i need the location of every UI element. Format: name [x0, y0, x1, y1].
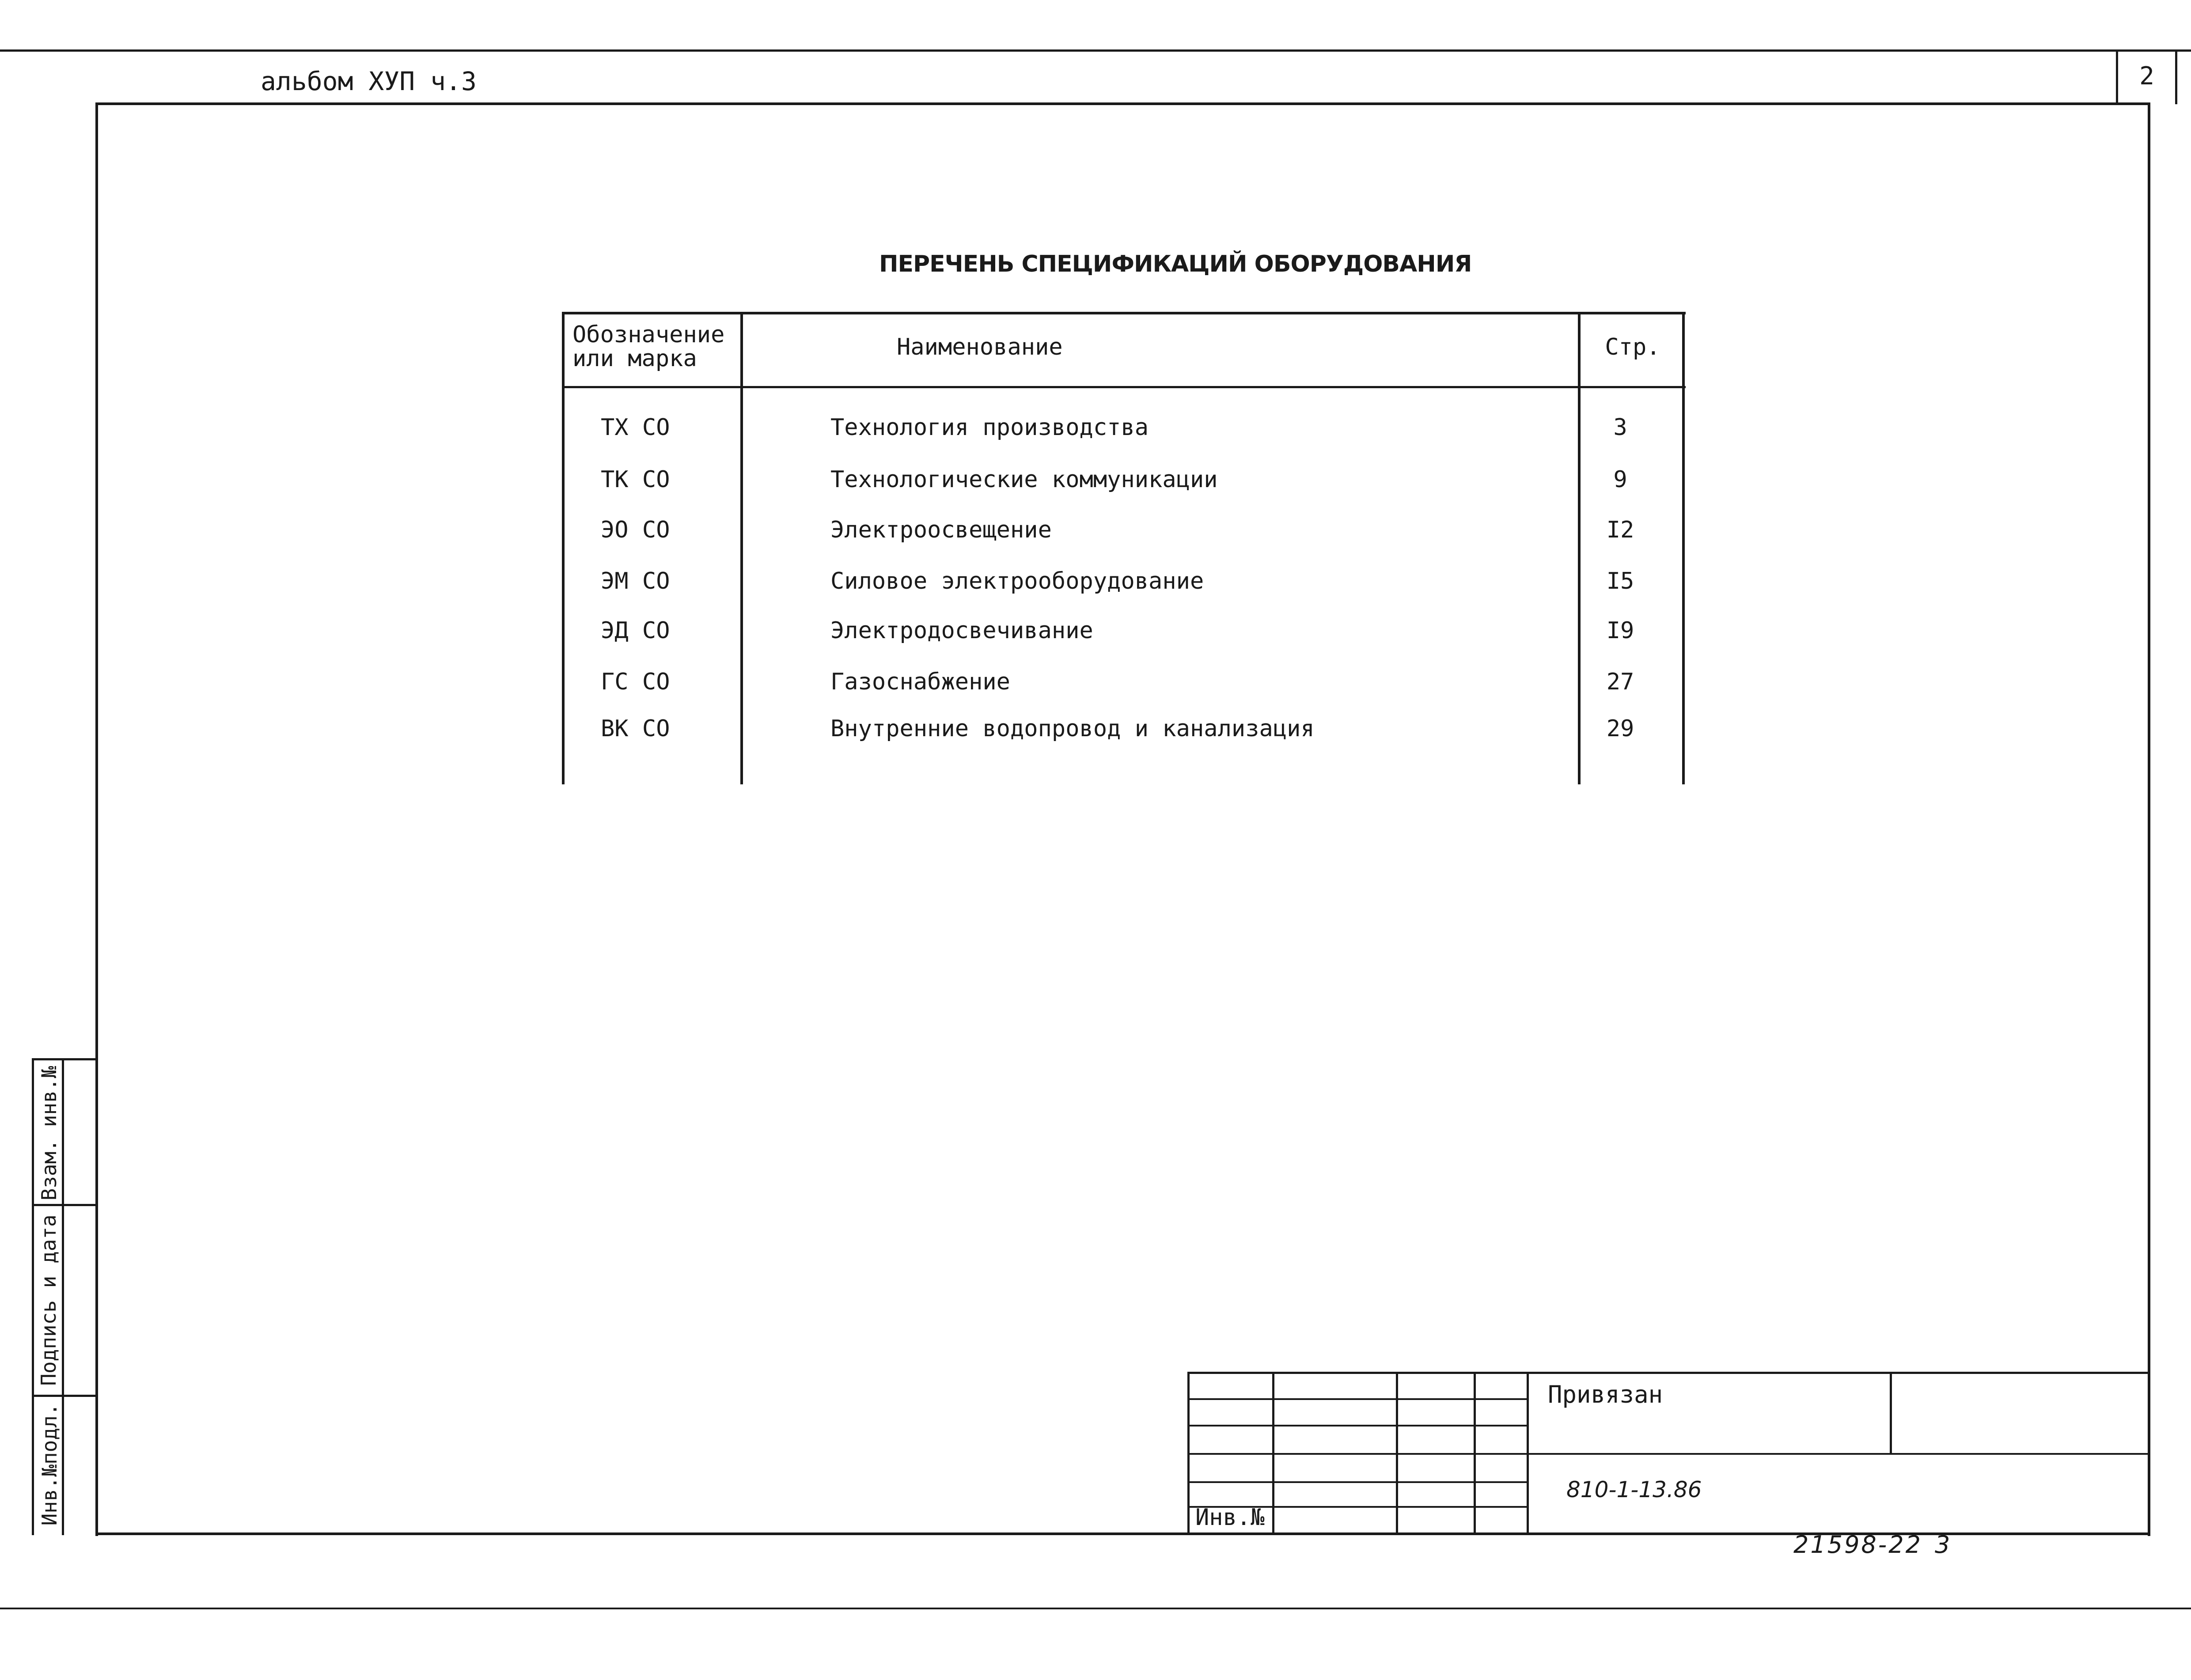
frame-left-line [95, 102, 98, 1536]
sheet-number: 2 [2139, 62, 2154, 91]
frame-top-line [95, 102, 2149, 105]
outer-top-line [0, 49, 2191, 52]
table-right-line [1682, 312, 1685, 784]
table-header-bottom-line [562, 386, 1686, 388]
tb-row-2 [1187, 1425, 1528, 1426]
side-stamp-inv-podl: Инв.№подл. [38, 1403, 61, 1526]
row-name: Технология производства [830, 414, 1149, 441]
tb-row-3 [1187, 1453, 2150, 1455]
row-name: Электроосвещение [830, 517, 1052, 543]
row-page: 9 [1613, 466, 1627, 493]
tb-col-e [1890, 1372, 1892, 1454]
row-code: ВК СО [601, 715, 670, 742]
side-stamp-podpis-data: Подпись и дата [37, 1215, 61, 1386]
archive-number: 21598-22 [1793, 1531, 1922, 1559]
row-page: 29 [1606, 715, 1634, 742]
row-name: Внутренние водопровод и канализация [830, 715, 1315, 742]
album-label: альбом ХУП ч.3 [261, 66, 477, 96]
table-top-line [562, 312, 1686, 314]
column-header-code-line2: или марка [572, 345, 697, 372]
row-page: 3 [1613, 414, 1627, 441]
column-header-page: Стр. [1605, 334, 1660, 360]
tb-row-1 [1187, 1398, 1528, 1400]
row-name: Электродосвечивание [830, 617, 1093, 644]
column-header-code-line1: Обозначение [572, 322, 725, 348]
outer-bottom-line [0, 1608, 2191, 1609]
frame-right-line [2148, 102, 2150, 1536]
row-code: ЭД СО [601, 617, 670, 644]
row-page: 27 [1606, 669, 1634, 695]
project-code: 810-1-13.86 [1566, 1477, 1702, 1502]
archive-sheet: 3 [1935, 1531, 1950, 1559]
row-name: Технологические коммуникации [830, 466, 1218, 493]
side-stamp-left-line [32, 1058, 34, 1535]
privyazan-label: Привязан [1548, 1381, 1663, 1408]
row-code: ЭО СО [601, 517, 670, 543]
side-stamp-vzam-inv: Взам. инв.№ [37, 1066, 61, 1201]
row-page: I5 [1606, 568, 1634, 594]
column-header-name: Наименование [897, 334, 1063, 360]
page-title: ПЕРЕЧЕНЬ СПЕЦИФИКАЦИЙ ОБОРУДОВАНИЯ [879, 251, 1472, 277]
row-name: Газоснабжение [830, 669, 1010, 695]
table-col1-line [740, 312, 743, 784]
tb-row-4 [1187, 1481, 1528, 1483]
row-code: ЭМ СО [601, 568, 670, 594]
inv-no-label: Инв.№ [1195, 1504, 1265, 1531]
tb-top-line [1187, 1372, 2150, 1374]
row-name: Силовое электрооборудование [830, 568, 1204, 594]
row-code: ТХ СО [601, 414, 670, 441]
row-code: ТК СО [601, 466, 670, 493]
row-page: I2 [1606, 517, 1634, 543]
table-left-line [562, 312, 565, 784]
row-page: I9 [1606, 617, 1634, 644]
table-col2-line [1578, 312, 1581, 784]
row-code: ГС СО [601, 669, 670, 695]
